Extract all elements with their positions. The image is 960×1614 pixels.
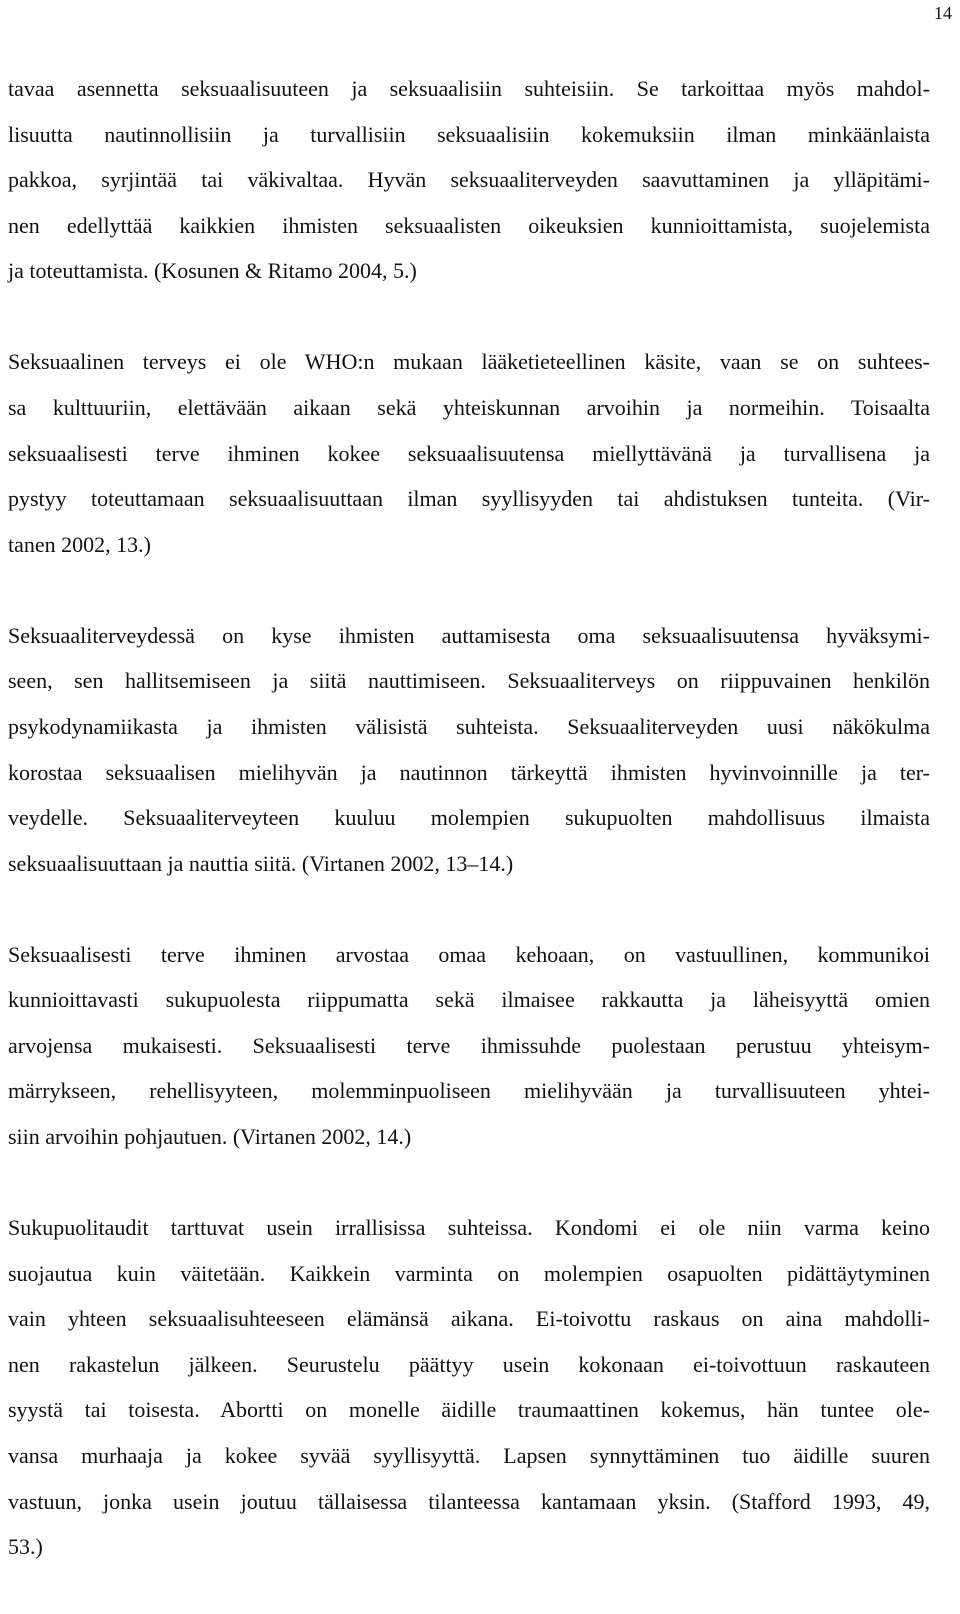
text-line: 53.): [8, 1534, 43, 1560]
text-line: Seksuaalisesti terve ihminen arvostaa omaa kehoaan, on vastuullinen, kommunikoi: [8, 941, 930, 967]
text-line: tavaa asennetta seksuaalisuuteen ja seksuaalisiin suhteisiin. Se tarkoittaa myös mahdol-: [8, 76, 930, 101]
text-line: nen rakastelun jälkeen. Seurustelu päättyy usein kokonaan ei-toivottuun raskauteen: [8, 1351, 930, 1377]
document-body: [8, 66, 930, 1570]
text-line: nen edellyttää kaikkien ihmisten seksuaalisten oikeuksien kunnioittamista, suojelemista: [8, 212, 930, 238]
text-line: vastuun, jonka usein joutuu tällaisessa tilanteessa kantamaan yksin. (Stafford 1993, 49,: [8, 1488, 930, 1514]
paragraph: [8, 613, 930, 887]
text-line: pystyy toteuttamaan seksuaalisuuttaan ilman syyllisyyden tai ahdistuksen tunteita. (Vir-: [8, 486, 930, 512]
text-line: sa kulttuuriin, elettävään aikaan sekä yhteiskunnan arvoihin ja normeihin. Toisaalta: [8, 394, 930, 420]
text-line: seen, sen hallitsemiseen ja siitä nauttimiseen. Seksuaaliterveys on riippuvainen henkilön: [8, 668, 930, 694]
text-line: tanen 2002, 13.): [8, 531, 151, 557]
text-line: psykodynamiikasta ja ihmisten välisistä suhteista. Seksuaaliterveyden uusi näkökulma: [8, 713, 930, 739]
text-line: siin arvoihin pohjautuen. (Virtanen 2002, 14.): [8, 1124, 412, 1150]
text-line: Seksuaalinen terveys ei ole WHO:n mukaan lääketieteellinen käsite, vaan se on suhtees-: [8, 349, 930, 375]
text-line: lisuutta nautinnollisiin ja turvallisiin seksuaalisiin kokemuksiin ilman minkäänlaista: [8, 121, 930, 147]
text-line: seksuaalisesti terve ihminen kokee seksuaalisuutensa miellyttävänä ja turvallisena ja: [8, 440, 930, 466]
text-line: suojautua kuin väitetään. Kaikkein varminta on molempien osapuolten pidättäytyminen: [8, 1260, 930, 1286]
text-line: Seksuaaliterveydessä on kyse ihmisten auttamisesta oma seksuaalisuutensa hyväksymi-: [8, 622, 930, 648]
text-line: seksuaalisuuttaan ja nauttia siitä. (Virtanen 2002, 13–14.): [8, 850, 514, 876]
text-line: märrykseen, rehellisyyteen, molemminpuoliseen mielihyvään ja turvallisuuteen yhtei-: [8, 1078, 930, 1104]
text-line: Sukupuolitaudit tarttuvat usein irrallisissa suhteissa. Kondomi ei ole niin varma keino: [8, 1215, 930, 1241]
text-line: veydelle. Seksuaaliterveyteen kuuluu molempien sukupuolten mahdollisuus ilmaista: [8, 805, 930, 831]
text-line: korostaa seksuaalisen mielihyvän ja nautinnon tärkeyttä ihmisten hyvinvoinnille ja ter-: [8, 759, 930, 785]
text-line: ja toteuttamista. (Kosunen & Ritamo 2004, 5.): [8, 258, 417, 284]
paragraph: [8, 932, 930, 1160]
paragraph: [8, 339, 930, 567]
text-line: vain yhteen seksuaalisuhteeseen elämänsä aikana. Ei-toivottu raskaus on aina mahdolli-: [8, 1306, 930, 1332]
text-line: arvojensa mukaisesti. Seksuaalisesti terve ihmissuhde puolestaan perustuu yhteisym-: [8, 1032, 930, 1058]
text-line: kunnioittavasti sukupuolesta riippumatta sekä ilmaisee rakkautta ja läheisyyttä omien: [8, 987, 930, 1013]
page-number: 14: [934, 3, 952, 23]
text-line: pakkoa, syrjintää tai väkivaltaa. Hyvän seksuaaliterveyden saavuttaminen ja ylläpitämi-: [8, 167, 930, 193]
paragraph: [8, 1205, 930, 1570]
paragraph: [8, 66, 930, 294]
text-line: syystä tai toisesta. Abortti on monelle äidille traumaattinen kokemus, hän tuntee ole-: [8, 1397, 930, 1423]
text-line: vansa murhaaja ja kokee syvää syyllisyyttä. Lapsen synnyttäminen tuo äidille suuren: [8, 1443, 930, 1468]
